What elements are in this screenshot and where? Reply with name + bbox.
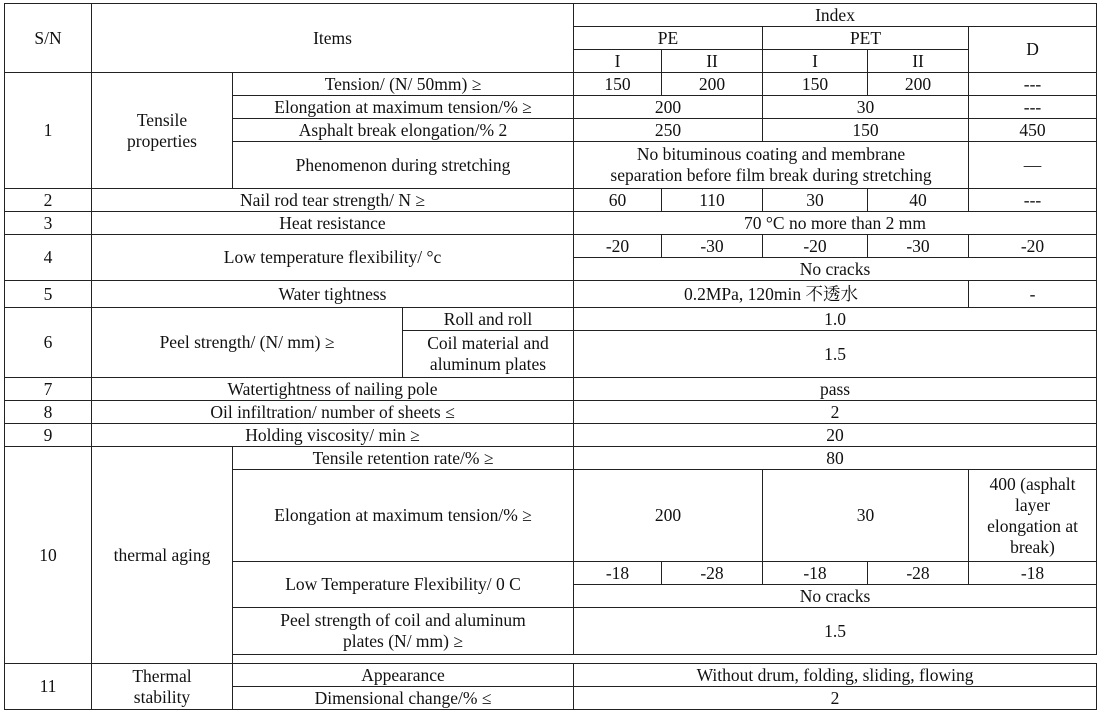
row-10-group: thermal aging — [92, 447, 233, 664]
row-2-pet-2: 40 — [868, 189, 969, 212]
row-9-sn: 9 — [5, 424, 92, 447]
row-6-value-2: 1.5 — [574, 331, 1097, 378]
row-1-sn: 1 — [5, 73, 92, 189]
row-2-pe-1: 60 — [574, 189, 662, 212]
row-5-label: Water tightness — [92, 281, 574, 308]
dimensional-value: 2 — [574, 687, 1097, 710]
aging-peel-value: 1.5 — [574, 608, 1097, 655]
asphalt-pet: 150 — [763, 119, 969, 142]
header-pet-grade-1: I — [763, 50, 868, 73]
row-6-sub-2: Coil material and aluminum plates — [403, 331, 574, 378]
tension-label: Tension/ (N/ 50mm) ≥ — [233, 73, 574, 96]
row-5-d: - — [969, 281, 1097, 308]
row-4-pet-1: -20 — [763, 235, 868, 258]
aging-elongation-label: Elongation at maximum tension/% ≥ — [233, 470, 574, 562]
row-4-d: -20 — [969, 235, 1097, 258]
row-7-value: pass — [574, 378, 1097, 401]
appearance-value: Without drum, folding, sliding, flowing — [574, 664, 1097, 687]
row-4-label: Low temperature flexibility/ °c — [92, 235, 574, 281]
row-6-sub-1: Roll and roll — [403, 308, 574, 331]
header-d: D — [969, 27, 1097, 73]
elongation-label: Elongation at maximum tension/% ≥ — [233, 96, 574, 119]
tension-d: --- — [969, 73, 1097, 96]
elongation-d: --- — [969, 96, 1097, 119]
aging-flex-result: No cracks — [574, 585, 1097, 608]
aging-elongation-pe: 200 — [574, 470, 763, 562]
row-4-sn: 4 — [5, 235, 92, 281]
header-index: Index — [574, 4, 1097, 27]
row-4-result: No cracks — [574, 258, 1097, 281]
row-2-label: Nail rod tear strength/ N ≥ — [92, 189, 574, 212]
row-2-pet-1: 30 — [763, 189, 868, 212]
row-8-value: 2 — [574, 401, 1097, 424]
aging-peel-label: Peel strength of coil and aluminum plates (N/ mm) ≥ — [233, 608, 574, 655]
row-8-label: Oil infiltration/ number of sheets ≤ — [92, 401, 574, 424]
aging-flex-pet-2: -28 — [868, 562, 969, 585]
tension-pet-2: 200 — [868, 73, 969, 96]
row-7-sn: 7 — [5, 378, 92, 401]
aging-flex-d: -18 — [969, 562, 1097, 585]
row-6-sn: 6 — [5, 308, 92, 378]
header-items: Items — [92, 4, 574, 73]
tension-pe-2: 200 — [662, 73, 763, 96]
header-pe-grade-2: II — [662, 50, 763, 73]
retention-value: 80 — [574, 447, 1097, 470]
row-6-value-1: 1.0 — [574, 308, 1097, 331]
aging-flex-pe-2: -28 — [662, 562, 763, 585]
aging-flex-label: Low Temperature Flexibility/ 0 C — [233, 562, 574, 608]
phenomenon-value: No bituminous coating and membrane separation before film break during stretching — [574, 142, 969, 189]
header-pet-grade-2: II — [868, 50, 969, 73]
row-11-group: Thermal stability — [92, 664, 233, 710]
row-7-label: Watertightness of nailing pole — [92, 378, 574, 401]
retention-label: Tensile retention rate/% ≥ — [233, 447, 574, 470]
aging-elongation-d: 400 (asphalt layer elongation at break) — [969, 470, 1097, 562]
row-9-label: Holding viscosity/ min ≥ — [92, 424, 574, 447]
row-3-value: 70 °C no more than 2 mm — [574, 212, 1097, 235]
appearance-label: Appearance — [233, 664, 574, 687]
asphalt-pe: 250 — [574, 119, 763, 142]
aging-flex-pe-1: -18 — [574, 562, 662, 585]
row-3-sn: 3 — [5, 212, 92, 235]
row-2-pe-2: 110 — [662, 189, 763, 212]
row-4-pe-2: -30 — [662, 235, 763, 258]
row-8-sn: 8 — [5, 401, 92, 424]
phenomenon-d: — — [969, 142, 1097, 189]
phenomenon-label: Phenomenon during stretching — [233, 142, 574, 189]
header-pet: PET — [763, 27, 969, 50]
header-pe-grade-1: I — [574, 50, 662, 73]
aging-flex-pet-1: -18 — [763, 562, 868, 585]
tension-pet-1: 150 — [763, 73, 868, 96]
row-10-sn: 10 — [5, 447, 92, 664]
row-9-value: 20 — [574, 424, 1097, 447]
header-pe: PE — [574, 27, 763, 50]
elongation-pet: 30 — [763, 96, 969, 119]
row-2-d: --- — [969, 189, 1097, 212]
elongation-pe: 200 — [574, 96, 763, 119]
asphalt-label: Asphalt break elongation/% 2 — [233, 119, 574, 142]
row-5-sn: 5 — [5, 281, 92, 308]
specification-table — [4, 3, 1097, 710]
header-sn: S/N — [5, 4, 92, 73]
tension-pe-1: 150 — [574, 73, 662, 96]
dimensional-label: Dimensional change/% ≤ — [233, 687, 574, 710]
row-5-value: 0.2MPa, 120min 不透水 — [574, 281, 969, 308]
asphalt-d: 450 — [969, 119, 1097, 142]
row-2-sn: 2 — [5, 189, 92, 212]
row-6-label: Peel strength/ (N/ mm) ≥ — [92, 308, 403, 378]
row-3-label: Heat resistance — [92, 212, 574, 235]
row-4-pet-2: -30 — [868, 235, 969, 258]
row-1-group: Tensile properties — [92, 73, 233, 189]
aging-elongation-pet: 30 — [763, 470, 969, 562]
row-11-sn: 11 — [5, 664, 92, 710]
row-4-pe-1: -20 — [574, 235, 662, 258]
